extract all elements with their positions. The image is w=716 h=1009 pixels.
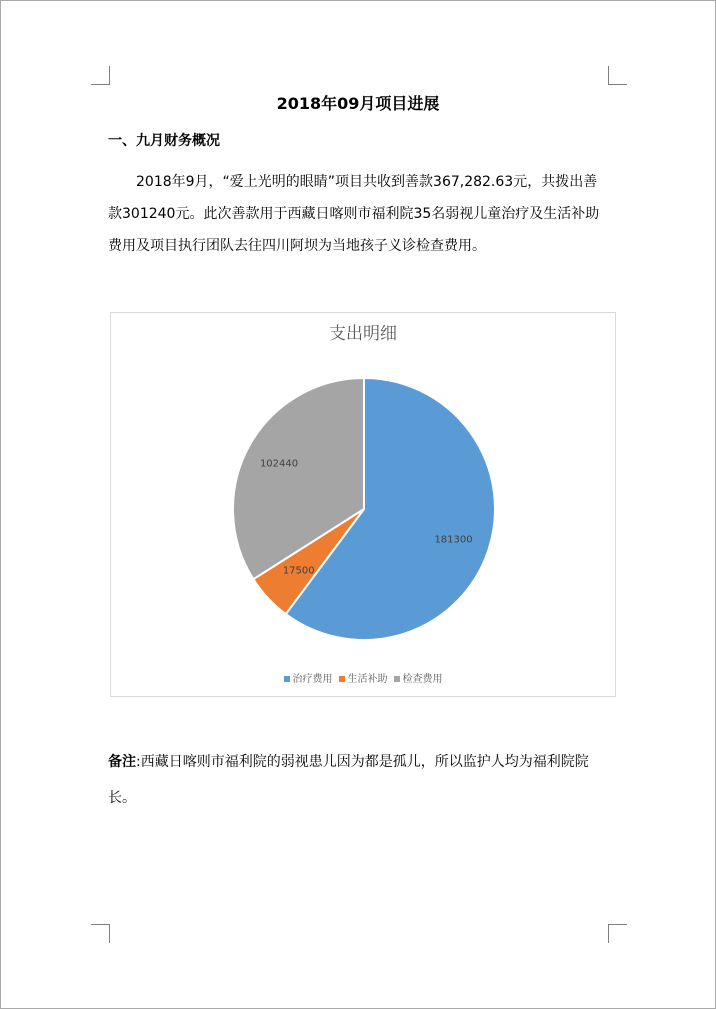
note-text: :西藏日喀则市福利院的弱视患儿因为都是孤儿，所以监护人均为福利院院长。	[108, 754, 589, 806]
note-label: 备注	[108, 754, 136, 770]
margin-corner-top-right	[608, 66, 627, 85]
pie-chart	[110, 312, 616, 697]
legend-label: 检查费用	[402, 674, 443, 685]
note-paragraph	[108, 744, 610, 816]
pie-data-label-3: 102440	[259, 458, 299, 470]
legend-item-1	[284, 673, 333, 687]
body-paragraph: 2018年9月，“爱上光明的眼睛”项目共收到善款367,282.63元，共拨出善款301240元。此次善款用于西藏日喀则市福利院35名弱视儿童治疗及生活补助费用及项目执行团队去往四川阿坝为当地孩子义诊检查费用。	[108, 174, 600, 254]
pie-data-label-2: 17500	[282, 565, 315, 577]
legend-item-3	[394, 673, 443, 687]
legend-swatch	[339, 676, 345, 682]
margin-corner-bottom-right	[608, 924, 627, 943]
legend-item-2	[339, 673, 388, 687]
margin-corner-bottom-left	[91, 924, 110, 943]
legend-label: 生活补助	[347, 674, 388, 685]
chart-title: 支出明细	[329, 324, 397, 344]
pie-chart-svg	[111, 313, 615, 696]
section-heading: 一、九月财务概况	[108, 133, 220, 149]
margin-corner-top-left	[91, 66, 110, 85]
document-title: 2018年09月项目进展	[276, 94, 440, 113]
chart-legend	[111, 673, 615, 687]
legend-label: 治疗费用	[292, 674, 333, 685]
legend-swatch	[394, 676, 400, 682]
pie-data-label-1: 181300	[434, 534, 473, 546]
legend-swatch	[284, 676, 290, 682]
